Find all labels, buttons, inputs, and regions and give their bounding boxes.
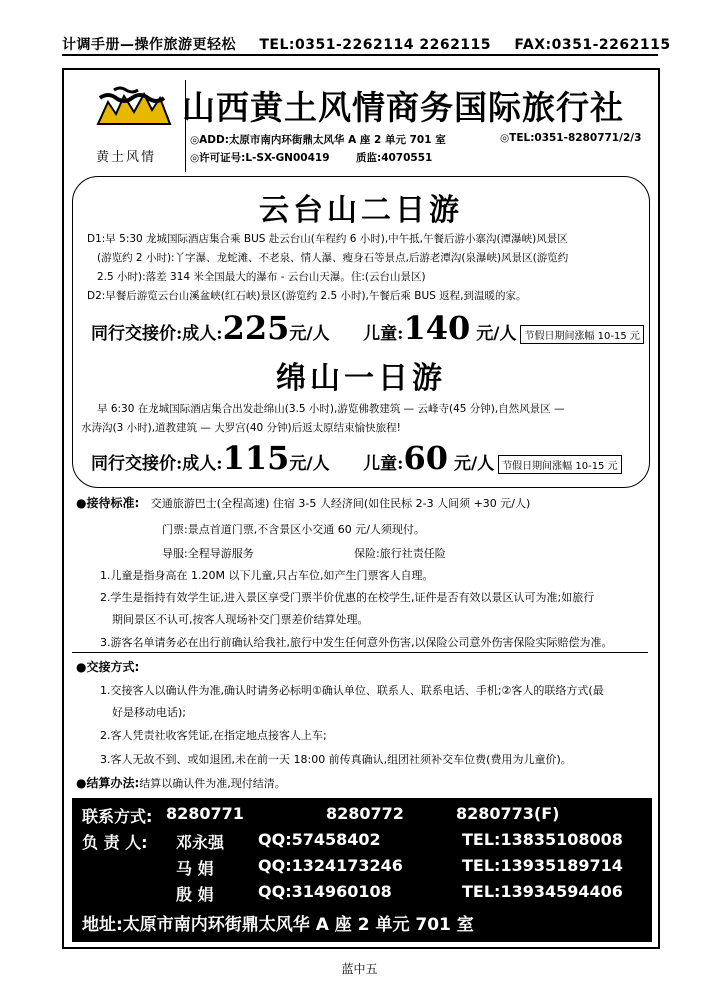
tour1-price-row bbox=[91, 309, 644, 347]
logo-text: 黄土风情 bbox=[96, 150, 157, 165]
person-qq: QQ:314960108 bbox=[258, 882, 392, 901]
settlement-heading: ●结算办法: bbox=[76, 776, 140, 790]
tour2-title: 绵山一日游 bbox=[276, 361, 446, 396]
price-unit: 元/人 bbox=[289, 324, 330, 344]
contact-phone: 8280771 bbox=[166, 804, 244, 823]
person-name: 邓永强 bbox=[176, 833, 225, 852]
handover-item: 好是移动电话); bbox=[112, 706, 186, 719]
child-unit: 元/人 bbox=[453, 454, 495, 474]
child-price: 140 bbox=[403, 309, 471, 347]
handover-item: 1.交接客人以确认件为准,确认时请务必标明①确认单位、联系人、联系电话、手机;②客人的联络方式(最 bbox=[100, 684, 604, 697]
tour1-line: D2:早餐后游览云台山溪盆峡(红石峡)景区(游览约 2.5 小时),午餐后乘 BUS 返程,到温暖的家。 bbox=[87, 290, 527, 302]
price-unit: 元/人 bbox=[289, 454, 330, 474]
contact-phone: 8280772 bbox=[326, 804, 404, 823]
handover-heading bbox=[76, 658, 139, 675]
banner-fax: FAX:0351-2262115 bbox=[514, 37, 671, 53]
tour1-line: D1:早 5:30 龙城国际酒店集合乘 BUS 赴云台山(车程约 6 小时),中午抵,午餐后游小寨沟(潭瀑峡)风景区 bbox=[87, 233, 568, 245]
license-number: ◎许可证号:L-SX-GN00419 bbox=[190, 152, 330, 164]
person-tel: TEL:13835108008 bbox=[462, 830, 623, 849]
contact-label: 联系方式: bbox=[82, 807, 153, 826]
quality-cert: 质监:4070551 bbox=[356, 152, 433, 164]
person-qq: QQ:57458402 bbox=[258, 830, 381, 849]
adult-price: 115 bbox=[222, 439, 290, 477]
child-price: 60 bbox=[403, 439, 448, 477]
tour2-line: 水涛沟(3 小时),道教建筑 — 大罗宫(40 分钟)后返太原结束愉快旅程! bbox=[81, 422, 401, 434]
contact-phone: 8280773(F) bbox=[456, 804, 560, 823]
person-tel: TEL:13934594406 bbox=[462, 882, 623, 901]
reception-guide: 导服:全程导游服务 bbox=[162, 547, 254, 560]
reception-transport: 交通旅游巴士(全程高速) 住宿 3-5 人经济间(如住民标 2-3 人间须 +30 元/人) bbox=[150, 497, 531, 510]
company-address: ◎ADD:太原市南内环街鼎太风华 A 座 2 单元 701 室 bbox=[190, 134, 446, 146]
tours-box bbox=[72, 176, 650, 488]
slogan: 计调手册—操作旅游更轻松 bbox=[62, 37, 236, 53]
holiday-note: 节假日期间涨幅 10-15 元 bbox=[498, 455, 621, 474]
person-name: 马 娟 bbox=[176, 859, 214, 878]
reception-standard bbox=[76, 494, 530, 511]
reception-insurance: 保险:旅行社责任险 bbox=[354, 547, 446, 560]
adult-price: 225 bbox=[222, 309, 290, 347]
logo-mark-icon bbox=[94, 84, 174, 144]
tour1-title: 云台山二日游 bbox=[259, 193, 463, 228]
reception-note: 2.学生是指持有效学生证,进入景区享受门票半价优惠的在校学生,证件是否有效以景区认可为准;如旅行 bbox=[100, 591, 595, 604]
tour1-line: 2.5 小时):落差 314 米全国最大的瀑布 - 云台山天瀑。住:(云台山景区) bbox=[97, 271, 426, 283]
person-label: 负 责 人: bbox=[82, 833, 148, 852]
company-logo bbox=[82, 80, 186, 172]
child-label: 儿童: bbox=[363, 324, 404, 344]
handover-item: 2.客人凭责社收客凭证,在指定地点接客人上车; bbox=[100, 729, 327, 742]
holiday-note: 节假日期间涨幅 10-15 元 bbox=[520, 325, 643, 344]
divider bbox=[72, 652, 648, 653]
company-name: 山西黄土风情商务国际旅行社 bbox=[182, 88, 624, 127]
reception-tickets: 门票:景点首道门票,不含景区小交通 60 元/人须现付。 bbox=[162, 523, 425, 536]
price-label: 同行交接价:成人: bbox=[91, 324, 223, 344]
contact-block bbox=[72, 798, 652, 942]
reception-note: 期间景区不认可,按客人现场补交门票差价结算处理。 bbox=[112, 613, 369, 626]
contact-address: 地址:太原市南内环街鼎太风华 A 座 2 单元 701 室 bbox=[82, 915, 474, 935]
reception-note: 1.儿童是指身高在 1.20M 以下儿童,只占车位,如产生门票客人自理。 bbox=[100, 569, 434, 582]
person-tel: TEL:13935189714 bbox=[462, 856, 623, 875]
header bbox=[64, 70, 658, 178]
child-unit: 元/人 bbox=[476, 324, 517, 344]
banner-tel: TEL:0351-2262114 2262115 bbox=[259, 37, 492, 53]
tour2-line: 早 6:30 在龙城国际酒店集合出发赴绵山(3.5 小时),游览佛教建筑 — 云峰寺(45 分钟),自然风景区 — bbox=[97, 403, 565, 415]
reception-note: 3.游客名单请务必在出行前确认给我社,旅行中发生任何意外伤害,以保险公司意外伤害保险实际赔偿为准。 bbox=[100, 636, 613, 649]
settlement bbox=[76, 774, 286, 791]
page-mark: 蓝中五 bbox=[341, 962, 378, 976]
reception-heading: ●接待标准: bbox=[76, 496, 140, 510]
person-name: 殷 娟 bbox=[176, 885, 214, 904]
price-label: 同行交接价:成人: bbox=[91, 454, 223, 474]
handover-heading-text: ●交接方式: bbox=[76, 660, 140, 674]
top-banner bbox=[62, 34, 671, 54]
company-tel: ◎TEL:0351-8280771/2/3 bbox=[500, 132, 642, 144]
flyer-frame bbox=[62, 68, 660, 949]
child-label: 儿童: bbox=[363, 454, 404, 474]
handover-item: 3.客人无故不到、或如退团,未在前一天 18:00 前传真确认,组团社须补交车位费(费用为儿童价)。 bbox=[100, 753, 572, 766]
tour1-line: (游览约 2 小时):丫字瀑、龙蛇滩、不老泉、情人瀑、瘦身石等景点,后游老潭沟(泉瀑峡)风景区(游览约 bbox=[97, 252, 569, 264]
tour2-price-row bbox=[91, 439, 622, 477]
settlement-text: 结算以确认件为准,现付结清。 bbox=[139, 777, 286, 790]
person-qq: QQ:1324173246 bbox=[258, 856, 403, 875]
